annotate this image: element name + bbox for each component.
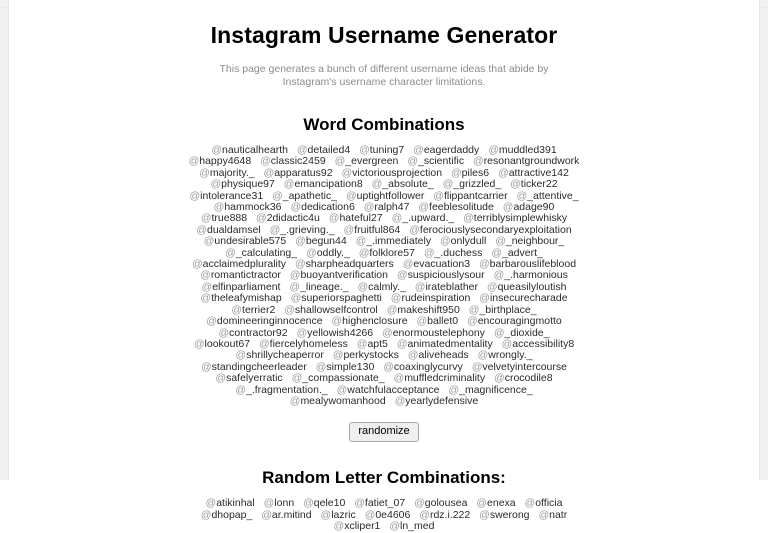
username-handle: @_.fragmentation._ <box>235 383 328 396</box>
username-handle: @_evergreen <box>334 155 399 168</box>
word-combinations-heading: Word Combinations <box>303 115 465 134</box>
username-handle: @muffledcriminality <box>393 372 486 385</box>
at-symbol-icon: @ <box>494 372 505 385</box>
username-handle: @_dioxide_ <box>493 326 550 339</box>
at-symbol-icon: @ <box>199 166 210 179</box>
at-symbol-icon: @ <box>491 246 502 259</box>
at-symbol-icon: @ <box>476 497 488 510</box>
at-symbol-icon: @ <box>231 303 243 316</box>
at-symbol-icon: @ <box>294 258 306 271</box>
username-handle: @dualdamsel <box>196 223 261 236</box>
username-handle: @_.upward._ <box>391 212 455 225</box>
page-title: Instagram Username Generator <box>210 22 558 48</box>
username-handle: @crocodile8 <box>494 372 553 385</box>
username-handle: @terrier2 <box>231 303 276 316</box>
username-handle: @terriblysimplewhisky <box>463 212 568 225</box>
username-handle: @piles6 <box>450 166 490 179</box>
at-symbol-icon: @ <box>291 372 303 385</box>
username-handle: @begun44 <box>295 235 347 248</box>
at-symbol-icon: @ <box>442 178 454 191</box>
at-symbol-icon: @ <box>450 166 462 179</box>
username-handle: @hateful27 <box>328 212 383 225</box>
at-symbol-icon: @ <box>418 201 430 214</box>
username-handle: @_grizzled_ <box>442 178 502 191</box>
username-handle: @majority._ <box>199 166 255 179</box>
at-symbol-icon: @ <box>263 166 275 179</box>
at-symbol-icon: @ <box>355 235 367 248</box>
username-handle: @barbarouslifeblood <box>478 258 577 271</box>
at-symbol-icon: @ <box>357 280 369 293</box>
at-symbol-icon: @ <box>334 155 346 168</box>
at-symbol-icon: @ <box>478 258 490 271</box>
username-handle: @ln_med <box>389 520 435 533</box>
username-handle: @makeshift950 <box>386 303 460 316</box>
username-handle: @animatedmentality <box>396 337 493 350</box>
at-symbol-icon: @ <box>196 223 207 236</box>
at-symbol-icon: @ <box>289 269 301 282</box>
at-symbol-icon: @ <box>413 144 424 156</box>
username-handle: @_magnificence_ <box>448 383 533 396</box>
at-symbol-icon: @ <box>402 258 414 271</box>
username-handle: @ralph47 <box>363 201 410 214</box>
username-handle: @superiorspaghetti <box>290 292 382 305</box>
at-symbol-icon: @ <box>200 292 212 305</box>
username-handle: @apparatus92 <box>263 166 333 179</box>
at-symbol-icon: @ <box>516 189 528 202</box>
username-handle: @happy4648 <box>188 155 252 168</box>
username-handle: @_birthplace_ <box>468 303 537 316</box>
username-handle: @swerong <box>479 508 530 521</box>
username-handle: @shrillycheaperror <box>235 349 324 362</box>
at-symbol-icon: @ <box>364 508 376 521</box>
at-symbol-icon: @ <box>206 315 217 328</box>
at-symbol-icon: @ <box>440 235 451 248</box>
at-symbol-icon: @ <box>423 246 435 259</box>
at-symbol-icon: @ <box>479 292 490 305</box>
username-handle: @_attentive_ <box>516 189 579 202</box>
at-symbol-icon: @ <box>210 178 222 191</box>
at-symbol-icon: @ <box>256 212 267 225</box>
username-handle: @suspiciouslysour <box>396 269 485 282</box>
at-symbol-icon: @ <box>263 497 275 510</box>
username-handle: @theleafymishap <box>200 292 282 305</box>
page-viewport <box>9 0 759 533</box>
username-handle: @standingcheerleader <box>201 360 307 373</box>
at-symbol-icon: @ <box>493 269 505 282</box>
page-scrollbar-track[interactable] <box>759 0 768 480</box>
username-handle: @_scientific <box>407 155 465 168</box>
username-handle: @elfinparliament <box>201 280 281 293</box>
username-handle: @queasilyloutish <box>486 280 567 293</box>
at-symbol-icon: @ <box>467 315 478 328</box>
username-handle: @romantictractor <box>200 269 281 282</box>
username-handle: @_neighbour_ <box>495 235 565 248</box>
at-symbol-icon: @ <box>359 144 370 156</box>
at-symbol-icon: @ <box>200 508 212 521</box>
at-symbol-icon: @ <box>258 337 270 350</box>
username-handle: @onlydull <box>440 235 487 248</box>
username-handle: @intolerance31 <box>189 189 264 202</box>
username-handle: @watchfulacceptance <box>336 383 440 396</box>
username-handle: @velvetyintercourse <box>471 360 567 373</box>
at-symbol-icon: @ <box>289 280 301 293</box>
username-handle: @ballet0 <box>416 315 459 328</box>
username-handle: @flippantcarrier <box>433 189 508 202</box>
username-handle: @_.duchess <box>423 246 483 259</box>
at-symbol-icon: @ <box>261 508 272 521</box>
at-symbol-icon: @ <box>354 497 365 510</box>
username-handle: @safelyerratic <box>215 372 283 385</box>
at-symbol-icon: @ <box>296 326 308 339</box>
username-handle: @_lineage._ <box>289 280 349 293</box>
at-symbol-icon: @ <box>343 223 355 236</box>
username-handle: @hammock36 <box>213 201 282 214</box>
username-handle: @highenclosure <box>331 315 408 328</box>
username-handle: @dedication6 <box>290 201 355 214</box>
at-symbol-icon: @ <box>389 520 400 533</box>
at-symbol-icon: @ <box>218 326 230 339</box>
username-handle: @ar.mitind <box>261 508 312 521</box>
username-handle: @adage90 <box>502 201 555 214</box>
username-handle: @atikinhal <box>205 497 255 510</box>
username-handle: @_.grieving._ <box>269 223 335 236</box>
at-symbol-icon: @ <box>479 508 490 521</box>
at-symbol-icon: @ <box>493 326 505 339</box>
username-handle: @2didactic4u <box>256 212 320 225</box>
username-handle: @officia <box>524 497 563 510</box>
username-handle: @apt5 <box>356 337 388 350</box>
at-symbol-icon: @ <box>495 235 506 248</box>
username-handle: @domineeringinnocence <box>206 315 323 328</box>
username-handle: @feeblesolitude <box>418 201 494 214</box>
at-symbol-icon: @ <box>306 246 317 259</box>
at-symbol-icon: @ <box>200 212 212 225</box>
username-handle: @yellowish4266 <box>296 326 374 339</box>
at-symbol-icon: @ <box>201 280 213 293</box>
at-symbol-icon: @ <box>407 155 418 168</box>
username-handle: @lazric <box>320 508 356 521</box>
username-handle: @_.harmonious <box>493 269 568 282</box>
username-handle: @yearlydefensive <box>394 394 479 407</box>
page-content <box>9 0 759 533</box>
at-symbol-icon: @ <box>290 292 302 305</box>
username-handle: @muddled391 <box>488 144 557 156</box>
word-combinations-list <box>184 145 584 407</box>
at-symbol-icon: @ <box>363 201 375 214</box>
at-symbol-icon: @ <box>200 269 211 282</box>
username-handle: @fruitful864 <box>343 223 401 236</box>
username-handle: @_calculating_ <box>225 246 298 259</box>
at-symbol-icon: @ <box>215 372 227 385</box>
at-symbol-icon: @ <box>502 201 514 214</box>
username-handle: @enormoustelephony <box>382 326 485 339</box>
at-symbol-icon: @ <box>284 303 295 316</box>
username-handle: @_compassionate_ <box>291 372 385 385</box>
username-handle: @attractive142 <box>498 166 569 179</box>
username-handle: @undesirable575 <box>203 235 287 248</box>
username-handle: @dhopap_ <box>200 508 253 521</box>
at-symbol-icon: @ <box>201 360 212 373</box>
random-letter-combinations-heading: Random Letter Combinations: <box>262 468 506 488</box>
username-handle: @emancipation8 <box>283 178 363 191</box>
at-symbol-icon: @ <box>390 292 402 305</box>
at-symbol-icon: @ <box>333 520 345 533</box>
at-symbol-icon: @ <box>341 166 353 179</box>
username-handle: @0e4606 <box>364 508 411 521</box>
username-handle: @_advert_ <box>491 246 543 259</box>
username-handle: @evacuation3 <box>402 258 471 271</box>
at-symbol-icon: @ <box>345 189 357 202</box>
username-handle: @classic2459 <box>260 155 326 168</box>
at-symbol-icon: @ <box>468 303 480 316</box>
at-symbol-icon: @ <box>394 394 406 407</box>
page-subtitle: This page generates a bunch of different username ideas that abide by Instagram's username character limitations. <box>219 63 549 88</box>
at-symbol-icon: @ <box>320 508 332 521</box>
username-handle: @shallowselfcontrol <box>284 303 378 316</box>
at-symbol-icon: @ <box>290 201 302 214</box>
username-handle: @resonantgroundwork <box>473 155 580 168</box>
at-symbol-icon: @ <box>295 235 306 248</box>
username-handle: @true888 <box>200 212 248 225</box>
username-handle: @natr <box>538 508 568 521</box>
at-symbol-icon: @ <box>498 166 509 179</box>
username-handle: @coaxinglycurvy <box>383 360 463 373</box>
at-symbol-icon: @ <box>414 280 426 293</box>
username-handle: @golousea <box>414 497 468 510</box>
username-handle: @qele10 <box>303 497 346 510</box>
at-symbol-icon: @ <box>486 280 498 293</box>
username-handle: @detailed4 <box>296 144 351 156</box>
at-symbol-icon: @ <box>203 235 215 248</box>
username-handle: @fiercelyhomeless <box>258 337 348 350</box>
at-symbol-icon: @ <box>382 326 393 339</box>
username-handle: @tuning7 <box>359 144 405 156</box>
at-symbol-icon: @ <box>211 144 222 156</box>
username-handle: @physique97 <box>210 178 275 191</box>
username-handle: @victoriousprojection <box>341 166 443 179</box>
randomize-button-container <box>9 421 759 442</box>
at-symbol-icon: @ <box>336 383 348 396</box>
randomize-button[interactable]: randomize <box>349 422 418 442</box>
at-symbol-icon: @ <box>396 337 408 350</box>
at-symbol-icon: @ <box>433 189 444 202</box>
at-symbol-icon: @ <box>471 360 483 373</box>
at-symbol-icon: @ <box>538 508 550 521</box>
username-handle: @folklore57 <box>358 246 415 259</box>
at-symbol-icon: @ <box>391 212 403 225</box>
at-symbol-icon: @ <box>358 246 370 259</box>
username-handle: @irateblather <box>414 280 478 293</box>
at-symbol-icon: @ <box>396 269 408 282</box>
at-symbol-icon: @ <box>189 189 201 202</box>
at-symbol-icon: @ <box>188 155 200 168</box>
at-symbol-icon: @ <box>371 178 383 191</box>
username-handle: @nauticalhearth <box>211 144 288 156</box>
at-symbol-icon: @ <box>283 178 295 191</box>
username-handle: @mealywomanhood <box>289 394 386 407</box>
username-handle: @_.immediately <box>355 235 432 248</box>
username-handle: @enexa <box>476 497 516 510</box>
at-symbol-icon: @ <box>488 144 499 156</box>
at-symbol-icon: @ <box>205 497 217 510</box>
at-symbol-icon: @ <box>393 372 405 385</box>
username-handle: @uptightfollower <box>345 189 425 202</box>
at-symbol-icon: @ <box>235 349 247 362</box>
username-handle: @oddly._ <box>306 246 350 259</box>
username-handle: @buoyantverification <box>289 269 388 282</box>
page-gutter-left <box>0 0 9 480</box>
username-handle: @insecurecharade <box>479 292 568 305</box>
at-symbol-icon: @ <box>193 337 205 350</box>
username-handle: @lonn <box>263 497 295 510</box>
at-symbol-icon: @ <box>501 337 513 350</box>
at-symbol-icon: @ <box>407 349 419 362</box>
username-handle: @_absolute_ <box>371 178 434 191</box>
at-symbol-icon: @ <box>289 394 301 407</box>
at-symbol-icon: @ <box>409 223 420 236</box>
username-handle: @rudeinspiration <box>390 292 471 305</box>
username-handle: @fatiet_07 <box>354 497 406 510</box>
username-handle: @rdz.i.222 <box>419 508 471 521</box>
at-symbol-icon: @ <box>524 497 536 510</box>
at-symbol-icon: @ <box>383 360 394 373</box>
username-handle: @lookout67 <box>193 337 251 350</box>
username-handle: @_apathetic_ <box>272 189 338 202</box>
username-handle: @encouragingmotto <box>467 315 562 328</box>
at-symbol-icon: @ <box>303 497 314 510</box>
at-symbol-icon: @ <box>448 383 460 396</box>
at-symbol-icon: @ <box>463 212 474 225</box>
username-handle: @sharpheadquarters <box>294 258 394 271</box>
username-handle: @aliveheads <box>407 349 469 362</box>
username-handle: @eagerdaddy <box>413 144 480 156</box>
at-symbol-icon: @ <box>235 383 246 396</box>
at-symbol-icon: @ <box>419 508 430 521</box>
username-handle: @ticker22 <box>510 178 558 191</box>
at-symbol-icon: @ <box>414 497 425 510</box>
random-letter-combinations-list <box>184 498 584 532</box>
at-symbol-icon: @ <box>477 349 489 362</box>
at-symbol-icon: @ <box>510 178 521 191</box>
at-symbol-icon: @ <box>386 303 398 316</box>
username-handle: @ferociouslysecondaryexploitation <box>409 223 572 236</box>
at-symbol-icon: @ <box>296 144 308 156</box>
at-symbol-icon: @ <box>272 189 283 202</box>
at-symbol-icon: @ <box>356 337 368 350</box>
at-symbol-icon: @ <box>191 258 203 271</box>
at-symbol-icon: @ <box>416 315 428 328</box>
at-symbol-icon: @ <box>260 155 271 168</box>
username-handle: @accessibility8 <box>501 337 575 350</box>
username-handle: @xcliper1 <box>333 520 381 533</box>
at-symbol-icon: @ <box>225 246 236 259</box>
username-handle: @calmly._ <box>357 280 406 293</box>
at-symbol-icon: @ <box>269 223 281 236</box>
username-handle: @wrongly._ <box>477 349 533 362</box>
at-symbol-icon: @ <box>332 349 344 362</box>
at-symbol-icon: @ <box>315 360 327 373</box>
at-symbol-icon: @ <box>331 315 343 328</box>
username-handle: @perkystocks <box>332 349 399 362</box>
username-handle: @simple130 <box>315 360 375 373</box>
username-handle: @acclaimedplurality <box>191 258 287 271</box>
at-symbol-icon: @ <box>328 212 340 225</box>
at-symbol-icon: @ <box>213 201 225 214</box>
at-symbol-icon: @ <box>473 155 484 168</box>
username-handle: @contractor92 <box>218 326 288 339</box>
